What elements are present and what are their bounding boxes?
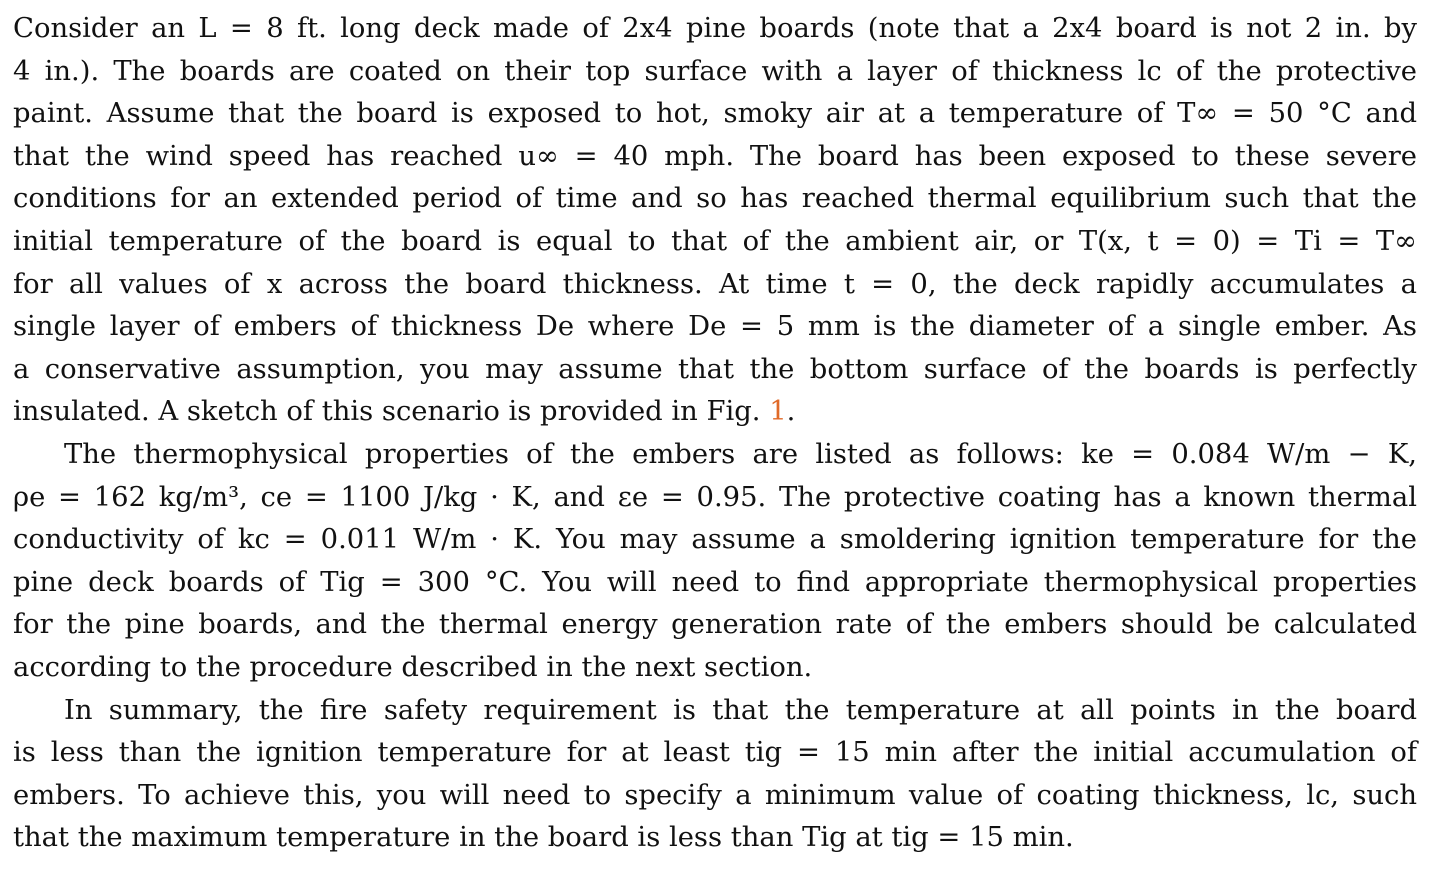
text-line: conditions for an extended period of time and so has reached thermal equilibrium such that the [13, 183, 1417, 215]
text-line: a conservative assumption, you may assume that the bottom surface of the boards is perfectly [13, 353, 1417, 385]
problem-statement [13, 8, 1417, 860]
text-line: embers. To achieve this, you will need to specify a minimum value of coating thickness, lc, such [13, 779, 1417, 811]
text-line: conductivity of kc = 0.011 W/m · K. You may assume a smoldering ignition temperature for the [13, 524, 1417, 556]
text-line: that the maximum temperature in the board is less than Tig at tig = 15 min. [13, 822, 1074, 854]
text-line: Consider an L = 8 ft. long deck made of 2x4 pine boards (note that a 2x4 board is not 2 in. by [13, 13, 1417, 44]
text-line [13, 391, 1417, 434]
text-line: for all values of x across the board thickness. At time t = 0, the deck rapidly accumulates a [13, 268, 1417, 300]
text-line: initial temperature of the board is equal to that of the ambient air, or T(x, t = 0) = Ti = T∞ [13, 225, 1417, 257]
text-line: In summary, the fire safety requirement is that the temperature at all points in the board [64, 694, 1417, 726]
text-line: The thermophysical properties of the embers are listed as follows: ke = 0.084 W/m − K, [64, 438, 1417, 470]
text-line: ρe = 162 kg/m³, ce = 1100 J/kg · K, and εe = 0.95. The protective coating has a known thermal [13, 481, 1417, 513]
text-line: single layer of embers of thickness De where De = 5 mm is the diameter of a single ember. As [13, 311, 1417, 343]
figure-reference-link[interactable]: 1 [769, 396, 787, 428]
text-line: 4 in.). The boards are coated on their top surface with a layer of thickness lc of the protective [13, 55, 1417, 87]
text-line: is less than the ignition temperature for at least tig = 15 min after the initial accumulation of [13, 737, 1417, 769]
text-line: for the pine boards, and the thermal energy generation rate of the embers should be calculated [13, 609, 1417, 641]
text-line: that the wind speed has reached u∞ = 40 mph. The board has been exposed to these severe [13, 140, 1417, 172]
text-line: according to the procedure described in the next section. [13, 651, 813, 683]
text-line-content: insulated. A sketch of this scenario is provided in Fig. [13, 396, 770, 428]
text-line: paint. Assume that the board is exposed to hot, smoky air at a temperature of T∞ = 50 °C and [13, 98, 1417, 130]
text-line: pine deck boards of Tig = 300 °C. You will need to find appropriate thermophysical properties [13, 566, 1417, 598]
text-line-end: . [786, 396, 796, 428]
